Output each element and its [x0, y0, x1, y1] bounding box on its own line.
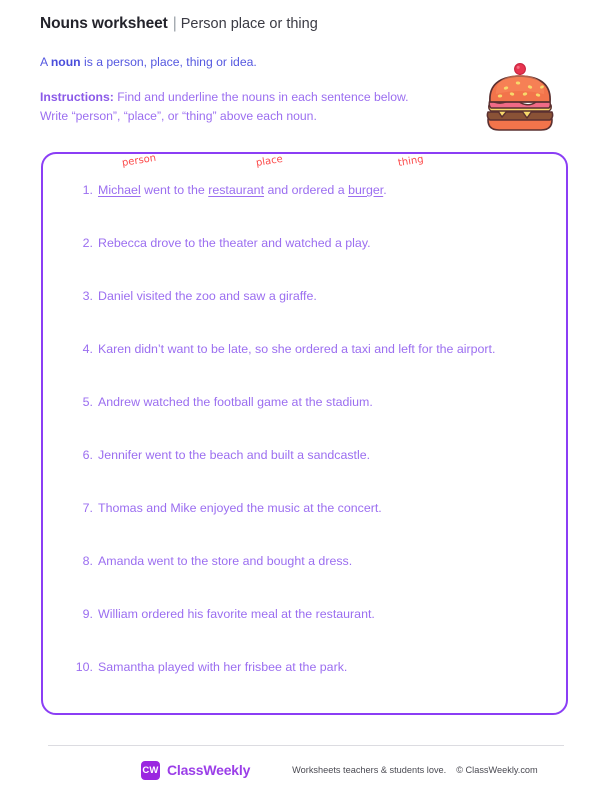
- annotation-thing: thing: [397, 154, 425, 169]
- footer-divider: [48, 745, 564, 746]
- question-number: 8.: [82, 554, 93, 568]
- definition-line: [40, 54, 460, 71]
- question-line: [67, 659, 548, 676]
- question-number: 3.: [82, 289, 93, 303]
- question-text[interactable]: Amanda went to the store and bought a dress.: [98, 554, 353, 568]
- question-line: [67, 447, 548, 464]
- classweekly-logo-icon: CW: [141, 761, 160, 780]
- footer-tagline: Worksheets teachers & students love.: [292, 765, 447, 775]
- definition-suffix: is a person, place, thing or idea.: [80, 55, 257, 69]
- question-list: [67, 152, 548, 712]
- question-row: [67, 659, 548, 712]
- question-row: [67, 394, 548, 447]
- question-row: [67, 500, 548, 553]
- page-title-subtitle: Person place or thing: [180, 16, 318, 32]
- page-title: [40, 14, 460, 34]
- question-line: [67, 553, 548, 570]
- question-text[interactable]: Andrew watched the football game at the stadium.: [98, 395, 373, 409]
- question-line: [67, 606, 548, 623]
- question-text[interactable]: Thomas and Mike enjoyed the music at the concert.: [98, 501, 382, 515]
- question-number: 6.: [82, 448, 93, 462]
- question-text[interactable]: Karen didn’t want to be late, so she ordered a taxi and left for the airport.: [98, 342, 496, 356]
- annotation-place: place: [255, 153, 284, 169]
- worksheet-header: [40, 14, 460, 125]
- question-line: [67, 500, 548, 517]
- footer-copyright: © ClassWeekly.com: [456, 765, 538, 775]
- question-number: 10.: [75, 660, 93, 674]
- question-number: 9.: [82, 607, 93, 621]
- question-row: [67, 606, 548, 659]
- instructions-label: Instructions:: [40, 90, 114, 104]
- question-line: [67, 394, 548, 411]
- page-footer: [48, 757, 564, 783]
- question-row: [67, 288, 548, 341]
- question-line: [67, 288, 548, 305]
- question-text[interactable]: [98, 182, 548, 199]
- question-segment: went to the: [140, 183, 209, 197]
- underlined-noun-person[interactable]: Michael: [98, 183, 141, 197]
- page-title-main: Nouns worksheet: [40, 15, 168, 32]
- question-line: [67, 235, 548, 252]
- question-row: [67, 152, 548, 235]
- question-line: [67, 341, 548, 358]
- definition-prefix: A: [40, 55, 51, 69]
- title-separator: |: [172, 15, 177, 32]
- question-row: [67, 553, 548, 606]
- question-text[interactable]: Samantha played with her frisbee at the park.: [98, 660, 348, 674]
- brand-name: ClassWeekly: [167, 762, 251, 778]
- underlined-noun-place[interactable]: restaurant: [208, 183, 265, 197]
- instructions-block: [40, 88, 422, 125]
- question-number: 5.: [82, 395, 93, 409]
- underlined-noun-thing[interactable]: burger: [348, 183, 384, 197]
- question-text[interactable]: Rebecca drove to the theater and watched a play.: [98, 236, 371, 250]
- question-segment: and ordered a: [264, 183, 349, 197]
- annotation-person: person: [121, 152, 157, 169]
- question-number: 2.: [82, 236, 93, 250]
- definition-keyword: noun: [50, 55, 81, 69]
- instructions-text: Find and underline the nouns in each sentence below. Write “person”, “place”, or “thing” above each noun.: [40, 90, 409, 123]
- question-number: 4.: [82, 342, 93, 356]
- worksheet-box: [41, 152, 568, 715]
- question-number: 7.: [82, 501, 93, 515]
- question-segment: .: [383, 183, 387, 197]
- question-text[interactable]: Daniel visited the zoo and saw a giraffe.: [98, 289, 317, 303]
- question-row: [67, 341, 548, 394]
- burger-illustration: [478, 60, 562, 144]
- question-row: [67, 447, 548, 500]
- question-text[interactable]: William ordered his favorite meal at the restaurant.: [98, 607, 375, 621]
- question-row: [67, 235, 548, 288]
- question-text[interactable]: Jennifer went to the beach and built a sandcastle.: [98, 448, 371, 462]
- brand-lockup[interactable]: [141, 761, 250, 780]
- question-number: 1.: [82, 183, 93, 197]
- question-line: [67, 182, 548, 199]
